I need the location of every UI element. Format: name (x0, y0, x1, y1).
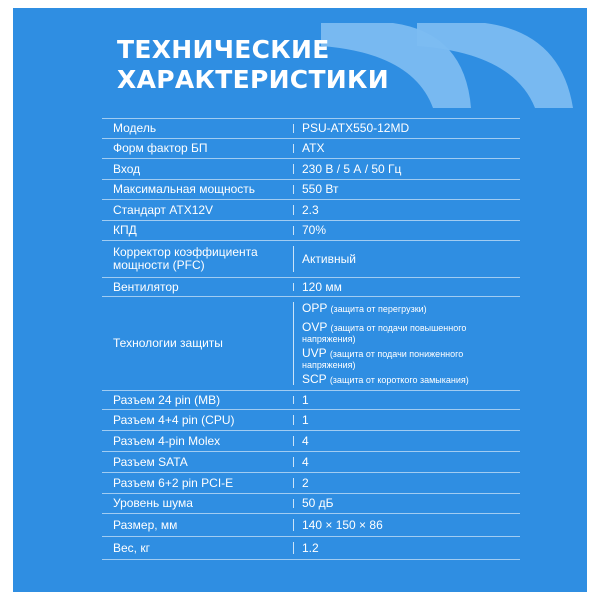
protection-desc: (защита от короткого замыкания) (329, 374, 469, 385)
spec-row (102, 278, 520, 297)
protection-item (302, 373, 520, 386)
spec-value: 2 (288, 473, 520, 494)
spec-card (13, 8, 587, 592)
spec-value: 1.2 (288, 537, 520, 560)
spec-label: Уровень шума (102, 494, 288, 514)
title-line-1: ТЕХНИЧЕСКИЕ (117, 35, 330, 64)
spec-row (102, 139, 520, 159)
spec-row (102, 119, 520, 139)
spec-label: Разъем 4+4 pin (CPU) (102, 410, 288, 431)
title-line-2: ХАРАКТЕРИСТИКИ (117, 65, 389, 94)
spec-value: 230 В / 5 А / 50 Гц (288, 159, 520, 180)
spec-value: 4 (288, 452, 520, 473)
spec-row (102, 514, 520, 537)
specs-table (102, 118, 520, 560)
spec-label: Максимальная мощность (102, 180, 288, 200)
spec-label: Разъем 4-pin Molex (102, 431, 288, 452)
spec-label: Технологии защиты (102, 297, 288, 391)
spec-row (102, 241, 520, 278)
spec-row (102, 391, 520, 410)
protection-code: OVP (302, 319, 328, 334)
spec-row (102, 200, 520, 221)
protection-item (302, 347, 520, 370)
protection-code: SCP (302, 371, 327, 386)
spec-value: 50 дБ (288, 494, 520, 514)
spec-value: 1 (288, 410, 520, 431)
protection-item (302, 321, 520, 344)
protection-item (302, 302, 520, 315)
spec-label: Вход (102, 159, 288, 180)
spec-row (102, 452, 520, 473)
spec-label: Модель (102, 119, 288, 139)
spec-label: Вес, кг (102, 537, 288, 560)
protection-desc: (защита от перегрузки) (330, 303, 427, 314)
spec-label: Разъем SATA (102, 452, 288, 473)
spec-value: 1 (288, 391, 520, 410)
spec-row (102, 431, 520, 452)
spec-value: 140 × 150 × 86 (288, 514, 520, 537)
spec-row-protection (102, 297, 520, 391)
page-title (117, 35, 389, 95)
protection-desc: (защита от подачи повышенного (330, 322, 467, 333)
spec-row (102, 221, 520, 241)
protection-code: UVP (302, 345, 327, 360)
spec-value: 70% (288, 221, 520, 241)
spec-value: 120 мм (288, 278, 520, 297)
spec-label: КПД (102, 221, 288, 241)
spec-value: 2.3 (288, 200, 520, 221)
spec-label: Разъем 24 pin (MB) (102, 391, 288, 410)
spec-row (102, 410, 520, 431)
spec-row (102, 159, 520, 180)
spec-row (102, 180, 520, 200)
spec-value: PSU-ATX550-12MD (288, 119, 520, 139)
spec-row (102, 494, 520, 514)
spec-value: Активный (288, 241, 520, 278)
protection-desc-line2: напряжения) (302, 359, 356, 370)
spec-label: Размер, мм (102, 514, 288, 537)
spec-label: Стандарт ATX12V (102, 200, 288, 221)
spec-row (102, 537, 520, 560)
spec-label (102, 241, 288, 278)
spec-row (102, 473, 520, 494)
spec-value: ATX (288, 139, 520, 159)
spec-label: Форм фактор БП (102, 139, 288, 159)
spec-value: 550 Вт (288, 180, 520, 200)
protection-desc-line2: напряжения) (302, 333, 356, 344)
spec-label: Разъем 6+2 pin PCI-E (102, 473, 288, 494)
spec-label-line: Корректор коэффициента (113, 245, 258, 259)
spec-label: Вентилятор (102, 278, 288, 297)
spec-value: 4 (288, 431, 520, 452)
protection-desc: (защита от подачи пониженного (329, 348, 464, 359)
protection-list (288, 297, 520, 391)
protection-code: OPP (302, 300, 328, 315)
spec-label-line: мощности (PFC) (113, 258, 205, 272)
